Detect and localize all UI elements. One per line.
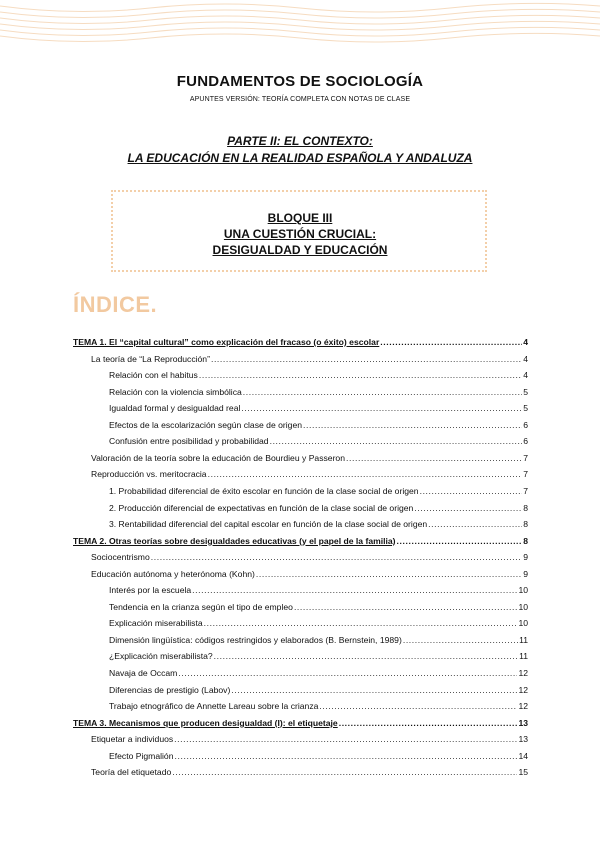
toc-entry[interactable] — [91, 766, 528, 779]
toc-dot-leader — [270, 435, 523, 448]
toc-entry-label: Trabajo etnográfico de Annette Lareau sobre la crianza — [109, 701, 319, 712]
toc-dot-leader — [420, 485, 523, 498]
toc-entry[interactable] — [91, 551, 528, 564]
toc-entry[interactable] — [73, 336, 528, 349]
toc-entry-page: 4 — [523, 353, 528, 364]
toc-entry-label: 2. Producción diferencial de expectativas en función de la clase social de origen — [109, 502, 414, 513]
toc-entry[interactable] — [91, 468, 528, 481]
toc-dot-leader — [172, 766, 517, 779]
toc-entry-page: 6 — [523, 419, 528, 430]
toc-entry-page: 8 — [523, 502, 528, 513]
document-title: FUNDAMENTOS DE SOCIOLOGÍA — [176, 73, 424, 90]
toc-entry[interactable] — [109, 750, 528, 763]
toc-entry[interactable] — [109, 601, 528, 614]
toc-entry[interactable] — [91, 452, 528, 465]
toc-entry-label: Sociocentrismo — [91, 552, 150, 563]
toc-entry[interactable] — [109, 650, 528, 663]
toc-entry[interactable] — [109, 518, 528, 531]
toc-entry[interactable] — [109, 667, 528, 680]
toc-entry-label: Relación con el habitus — [109, 370, 198, 381]
toc-entry-label: 3. Rentabilidad diferencial del capital escolar en función de la clase social de origen — [109, 519, 428, 530]
toc-entry-page: 5 — [523, 403, 528, 414]
decorative-wave-border — [0, 0, 600, 50]
toc-entry[interactable] — [73, 535, 528, 548]
block-heading-line2: UNA CUESTIÓN CRUCIAL: — [223, 227, 377, 241]
toc-entry-label: Etiquetar a individuos — [91, 734, 174, 745]
toc-entry-page: 8 — [523, 519, 528, 530]
toc-entry-label: Reproducción vs. meritocracia — [91, 469, 207, 480]
toc-dot-leader — [151, 551, 522, 564]
toc-entry-page: 4 — [523, 370, 528, 381]
block-heading-line3: DESIGUALDAD Y EDUCACIÓN — [212, 243, 388, 257]
toc-dot-leader — [294, 601, 518, 614]
toc-entry[interactable] — [109, 502, 528, 515]
toc-entry-label: La teoría de “La Reproducción” — [91, 353, 210, 364]
toc-entry[interactable] — [91, 353, 528, 366]
toc-entry-page: 13 — [518, 717, 528, 728]
toc-dot-leader — [204, 617, 518, 630]
toc-entry-label: Diferencias de prestigio (Labov) — [109, 684, 231, 695]
toc-entry[interactable] — [109, 584, 528, 597]
toc-dot-leader — [175, 750, 518, 763]
toc-entry-label: Efectos de la escolarización según clase de origen — [109, 419, 302, 430]
toc-entry-page: 15 — [518, 767, 528, 778]
toc-dot-leader — [428, 518, 522, 531]
toc-dot-leader — [346, 452, 522, 465]
toc-entry[interactable] — [109, 700, 528, 713]
toc-entry-page: 11 — [519, 634, 528, 645]
toc-entry-page: 10 — [518, 601, 528, 612]
toc-entry-label: Teoría del etiquetado — [91, 767, 172, 778]
part-heading-line1: PARTE II: EL CONTEXTO: — [227, 134, 373, 148]
toc-entry[interactable] — [109, 435, 528, 448]
toc-dot-leader — [214, 650, 518, 663]
toc-entry-page: 6 — [523, 436, 528, 447]
toc-entry[interactable] — [109, 386, 528, 399]
document-subtitle: APUNTES VERSIÓN: TEORÍA COMPLETA CON NOTAS DE CLASE — [189, 96, 411, 103]
toc-entry[interactable] — [109, 485, 528, 498]
toc-entry[interactable] — [91, 733, 528, 746]
toc-dot-leader — [231, 684, 517, 697]
toc-entry[interactable] — [109, 402, 528, 415]
toc-entry-page: 13 — [518, 734, 528, 745]
toc-entry-label: TEMA 1. El “capital cultural” como explicación del fracaso (o éxito) escolar — [73, 337, 380, 347]
toc-entry-label: Igualdad formal y desigualdad real — [109, 403, 241, 414]
toc-entry[interactable] — [109, 634, 528, 647]
toc-entry-page: 7 — [523, 469, 528, 480]
index-heading: ÍNDICE. — [73, 292, 158, 317]
toc-entry-page: 7 — [523, 452, 528, 463]
toc-dot-leader — [380, 336, 522, 349]
toc-entry-page: 10 — [518, 585, 528, 596]
toc-entry-page: 12 — [518, 684, 528, 695]
part-heading — [0, 133, 600, 167]
toc-dot-leader — [211, 353, 522, 366]
block-heading-line1: BLOQUE III — [267, 211, 333, 225]
toc-entry-label: Dimensión lingüística: códigos restringidos y elaborados (B. Bernstein, 1989) — [109, 634, 402, 645]
toc-dot-leader — [397, 535, 523, 548]
toc-entry-label: Relación con la violencia simbólica — [109, 386, 242, 397]
toc-entry-label: Valoración de la teoría sobre la educación de Bourdieu y Passeron — [91, 452, 345, 463]
toc-entry[interactable] — [109, 684, 528, 697]
toc-entry-label: Explicación miserabilista — [109, 618, 203, 629]
toc-dot-leader — [414, 502, 522, 515]
toc-entry[interactable] — [109, 419, 528, 432]
toc-entry-page: 8 — [523, 535, 528, 546]
toc-entry-page: 14 — [518, 750, 528, 761]
toc-entry-page: 5 — [523, 386, 528, 397]
toc-entry-page: 4 — [523, 337, 528, 347]
toc-dot-leader — [241, 402, 522, 415]
toc-dot-leader — [208, 468, 523, 481]
toc-dot-leader — [192, 584, 517, 597]
toc-dot-leader — [319, 700, 517, 713]
toc-entry-label: ¿Explicación miserabilista? — [109, 651, 213, 662]
toc-dot-leader — [243, 386, 522, 399]
toc-entry-label: Educación autónoma y heterónoma (Kohn) — [91, 568, 255, 579]
toc-dot-leader — [403, 634, 518, 647]
toc-entry[interactable] — [109, 617, 528, 630]
toc-entry-label: TEMA 3. Mecanismos que producen desigualdad (I): el etiquetaje — [73, 717, 338, 728]
toc-entry-label: Confusión entre posibilidad y probabilidad — [109, 436, 269, 447]
toc-entry-page: 11 — [519, 651, 528, 662]
toc-entry[interactable] — [109, 369, 528, 382]
toc-entry[interactable] — [73, 717, 528, 730]
toc-entry-label: TEMA 2. Otras teorías sobre desigualdades educativas (y el papel de la familia) — [73, 535, 396, 546]
toc-dot-leader — [303, 419, 522, 432]
toc-entry-label: Efecto Pigmalión — [109, 750, 174, 761]
toc-dot-leader — [199, 369, 522, 382]
toc-dot-leader — [174, 733, 517, 746]
toc-entry-page: 10 — [518, 618, 528, 629]
toc-entry-label: Navaja de Occam — [109, 668, 178, 678]
toc-entry-label: 1. Probabilidad diferencial de éxito escolar en función de la clase social de origen — [109, 485, 419, 496]
toc-entry-page: 9 — [523, 552, 528, 563]
toc-entry-page: 7 — [523, 485, 528, 496]
toc-dot-leader — [178, 667, 517, 680]
part-heading-line2: LA EDUCACIÓN EN LA REALIDAD ESPAÑOLA Y ANDALUZA — [127, 151, 473, 165]
block-heading — [0, 210, 600, 258]
toc-dot-leader — [339, 717, 518, 730]
toc-entry-page: 9 — [523, 568, 528, 579]
toc-entry[interactable] — [91, 568, 528, 581]
toc-entry-label: Tendencia en la crianza según el tipo de empleo — [109, 601, 293, 612]
toc-dot-leader — [256, 568, 522, 581]
toc-entry-page: 12 — [518, 701, 528, 712]
toc-entry-page: 12 — [518, 668, 528, 678]
toc-entry-label: Interés por la escuela — [109, 585, 192, 596]
